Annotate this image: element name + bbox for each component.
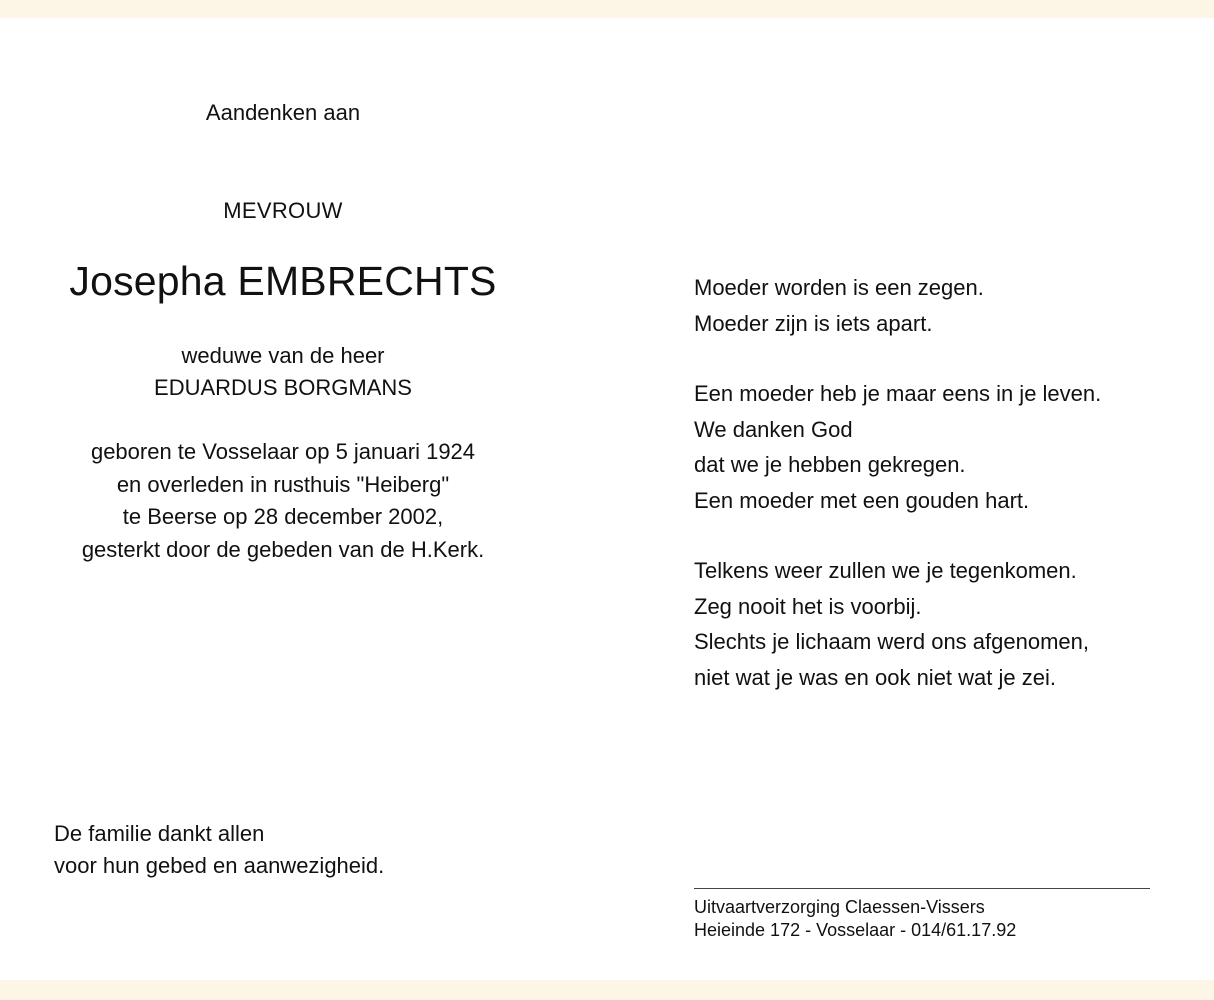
- life-details: [40, 436, 526, 566]
- poem-line: Telkens weer zullen we je tegenkomen.: [694, 558, 1077, 583]
- poem-line: We danken God: [694, 416, 853, 442]
- poem-stanza-3: [694, 553, 1101, 695]
- memorial-card: [0, 18, 1214, 980]
- spouse-relation: weduwe van de heer: [181, 343, 385, 368]
- poem-line: dat we je hebben gekregen.: [694, 452, 966, 477]
- undertaker-name: Uitvaartverzorging Claessen-Vissers: [694, 897, 985, 917]
- intro-text: Aandenken aan: [205, 100, 361, 125]
- poem-line: Moeder zijn is iets apart.: [694, 310, 933, 336]
- undertaker-info: [694, 896, 1016, 942]
- thanks-line: voor hun gebed en aanwezigheid.: [54, 853, 385, 878]
- family-thanks: [54, 818, 384, 882]
- poem-line: Zeg nooit het is voorbij.: [694, 593, 922, 619]
- spouse-block: [40, 340, 526, 404]
- death-date-line: te Beerse op 28 december 2002,: [122, 504, 444, 529]
- poem-stanza-1: [694, 270, 1101, 341]
- deceased-name: Josepha EMBRECHTS: [69, 258, 497, 304]
- poem-line: Moeder worden is een zegen.: [694, 275, 984, 300]
- poem-line: Een moeder heb je maar eens in je leven.: [694, 381, 1102, 406]
- poem: [694, 270, 1101, 695]
- birth-line: geboren te Vosselaar op 5 januari 1924: [90, 439, 476, 464]
- poem-line: Een moeder met een gouden hart.: [694, 487, 1030, 513]
- poem-stanza-2: [694, 376, 1101, 518]
- church-line: gesterkt door de gebeden van de H.Kerk.: [81, 536, 485, 562]
- divider-line: [694, 888, 1150, 889]
- spouse-name: EDUARDUS BORGMANS: [154, 375, 412, 400]
- poem-line: niet wat je was en ook niet wat je zei.: [694, 664, 1056, 690]
- thanks-line: De familie dankt allen: [54, 821, 265, 846]
- honorific-title: MEVROUW: [223, 198, 343, 223]
- poem-line: Slechts je lichaam werd ons afgenomen,: [694, 629, 1089, 654]
- undertaker-address: Heieinde 172 - Vosselaar - 014/61.17.92: [694, 920, 1017, 940]
- death-place-line: en overleden in rusthuis "Heiberg": [116, 471, 450, 497]
